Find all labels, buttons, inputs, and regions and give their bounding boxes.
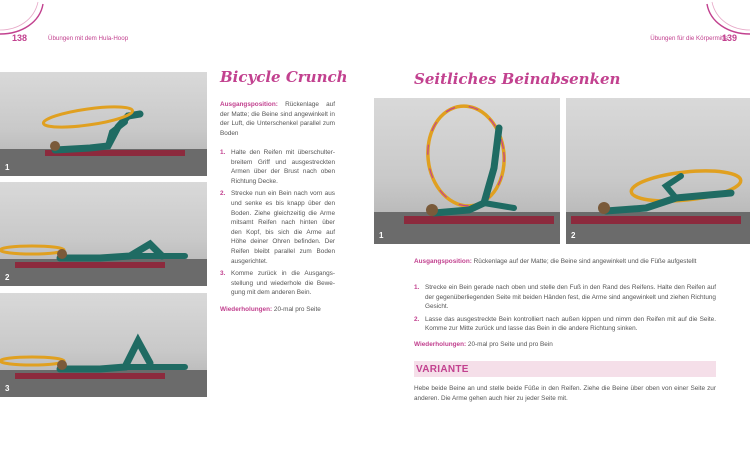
exercise-figure [0,182,207,286]
exercise-figure [374,98,560,244]
exercise-figure [566,98,750,244]
step-list [220,148,335,301]
variant-label: VARIANTE [416,364,469,375]
right-page-number: 139 [722,33,738,43]
start-position-label: Ausgangsposition: [220,101,278,108]
left-running-head: Übungen mit dem Hula-Hoop [48,35,129,42]
left-page-number: 138 [12,33,28,43]
list-item [220,189,335,266]
left-photo-1 [0,72,207,176]
photo-number: 2 [5,273,10,282]
step-number: 2. [220,190,226,198]
step-text: Halte den Reifen mit überschulterbreitem Griff und ausgestreckten Armen über der Brust nach oben Richtung Decke. [231,149,335,185]
step-text: Strecke ein Bein gerade nach oben und stelle den Fuß in den Rand des Reifens. Halte den Reifen auf der gegenüberliegenden Seite mit beiden Händen fest, die Arme sind angewinkelt und ziehen Richtung Gesicht. [425,284,716,311]
start-position [220,100,335,138]
repetitions-text: 20-mal pro Seite und pro Bein [467,341,553,348]
step-text: Lasse das ausgestreckte Bein kontrolliert nach außen kippen und nimm den Reifen mit auf die Seite. Komme zur Mitte zurück und lasse das Bein in die andere Richtung sinken. [425,315,716,333]
step-number: 2. [414,315,420,323]
start-position-label: Ausgangsposition: [414,258,472,265]
exercise-figure [0,72,207,176]
right-photo-2 [566,98,750,244]
start-position-text: Rückenlage auf der Matte; die Beine sind angewinkelt und die Füße aufgestellt [473,258,697,265]
photo-number: 2 [571,231,576,240]
step-number: 1. [414,284,420,291]
step-number: 3. [220,270,226,278]
list-item [414,283,716,312]
variant-text: Hebe beide Beine an und stelle beide Füße in den Reifen. Ziehe die Beine über oben von einer Seite zur anderen. Die Arme gehen auch hier zu jeder Seite mit. [414,385,716,402]
start-position [414,257,716,267]
exercise-title: Seitliches Beinabsenken [414,70,621,88]
repetitions-label: Wiederholungen: [414,341,467,348]
list-item [220,269,335,298]
step-number: 1. [220,149,226,156]
start-position-text: Rückenlage auf der Matte; die Beine sind angewinkelt in der Luft, die Unterschenkel parallel zum Boden [220,101,335,137]
photo-number: 1 [379,231,384,240]
left-photo-3 [0,293,207,397]
left-photo-2 [0,182,207,286]
photo-number: 1 [5,163,10,172]
exercise-title: Bicycle Crunch [220,68,348,86]
repetitions-text: 20-mal pro Seite [273,306,321,313]
right-photo-1 [374,98,560,244]
step-list [414,283,716,337]
right-corner-swoosh [702,0,750,36]
step-text: Strecke nun ein Bein nach vorn aus und senke es bis knapp über den Boden. Ziehe gleichzeitig die Arme mitsamt Reifen nach hinten über den Kopf, bis sich die Arme auf Höhe deiner Ohren befinden. Der Reifen bleibt parallel zum Boden ausgerichtet. [231,190,335,265]
photo-number: 3 [5,384,10,393]
repetitions [414,341,553,348]
list-item [414,315,716,334]
step-text: Komme zurück in die Ausgangsstellung und wiederhole die Bewegung mit dem anderen Bein. [231,270,335,297]
right-running-head: Übungen für die Körpermitte [650,35,728,42]
list-item [220,148,335,186]
left-corner-swoosh [0,0,48,36]
repetitions-label: Wiederholungen: [220,306,273,313]
exercise-figure [0,293,207,397]
repetitions [220,306,321,313]
